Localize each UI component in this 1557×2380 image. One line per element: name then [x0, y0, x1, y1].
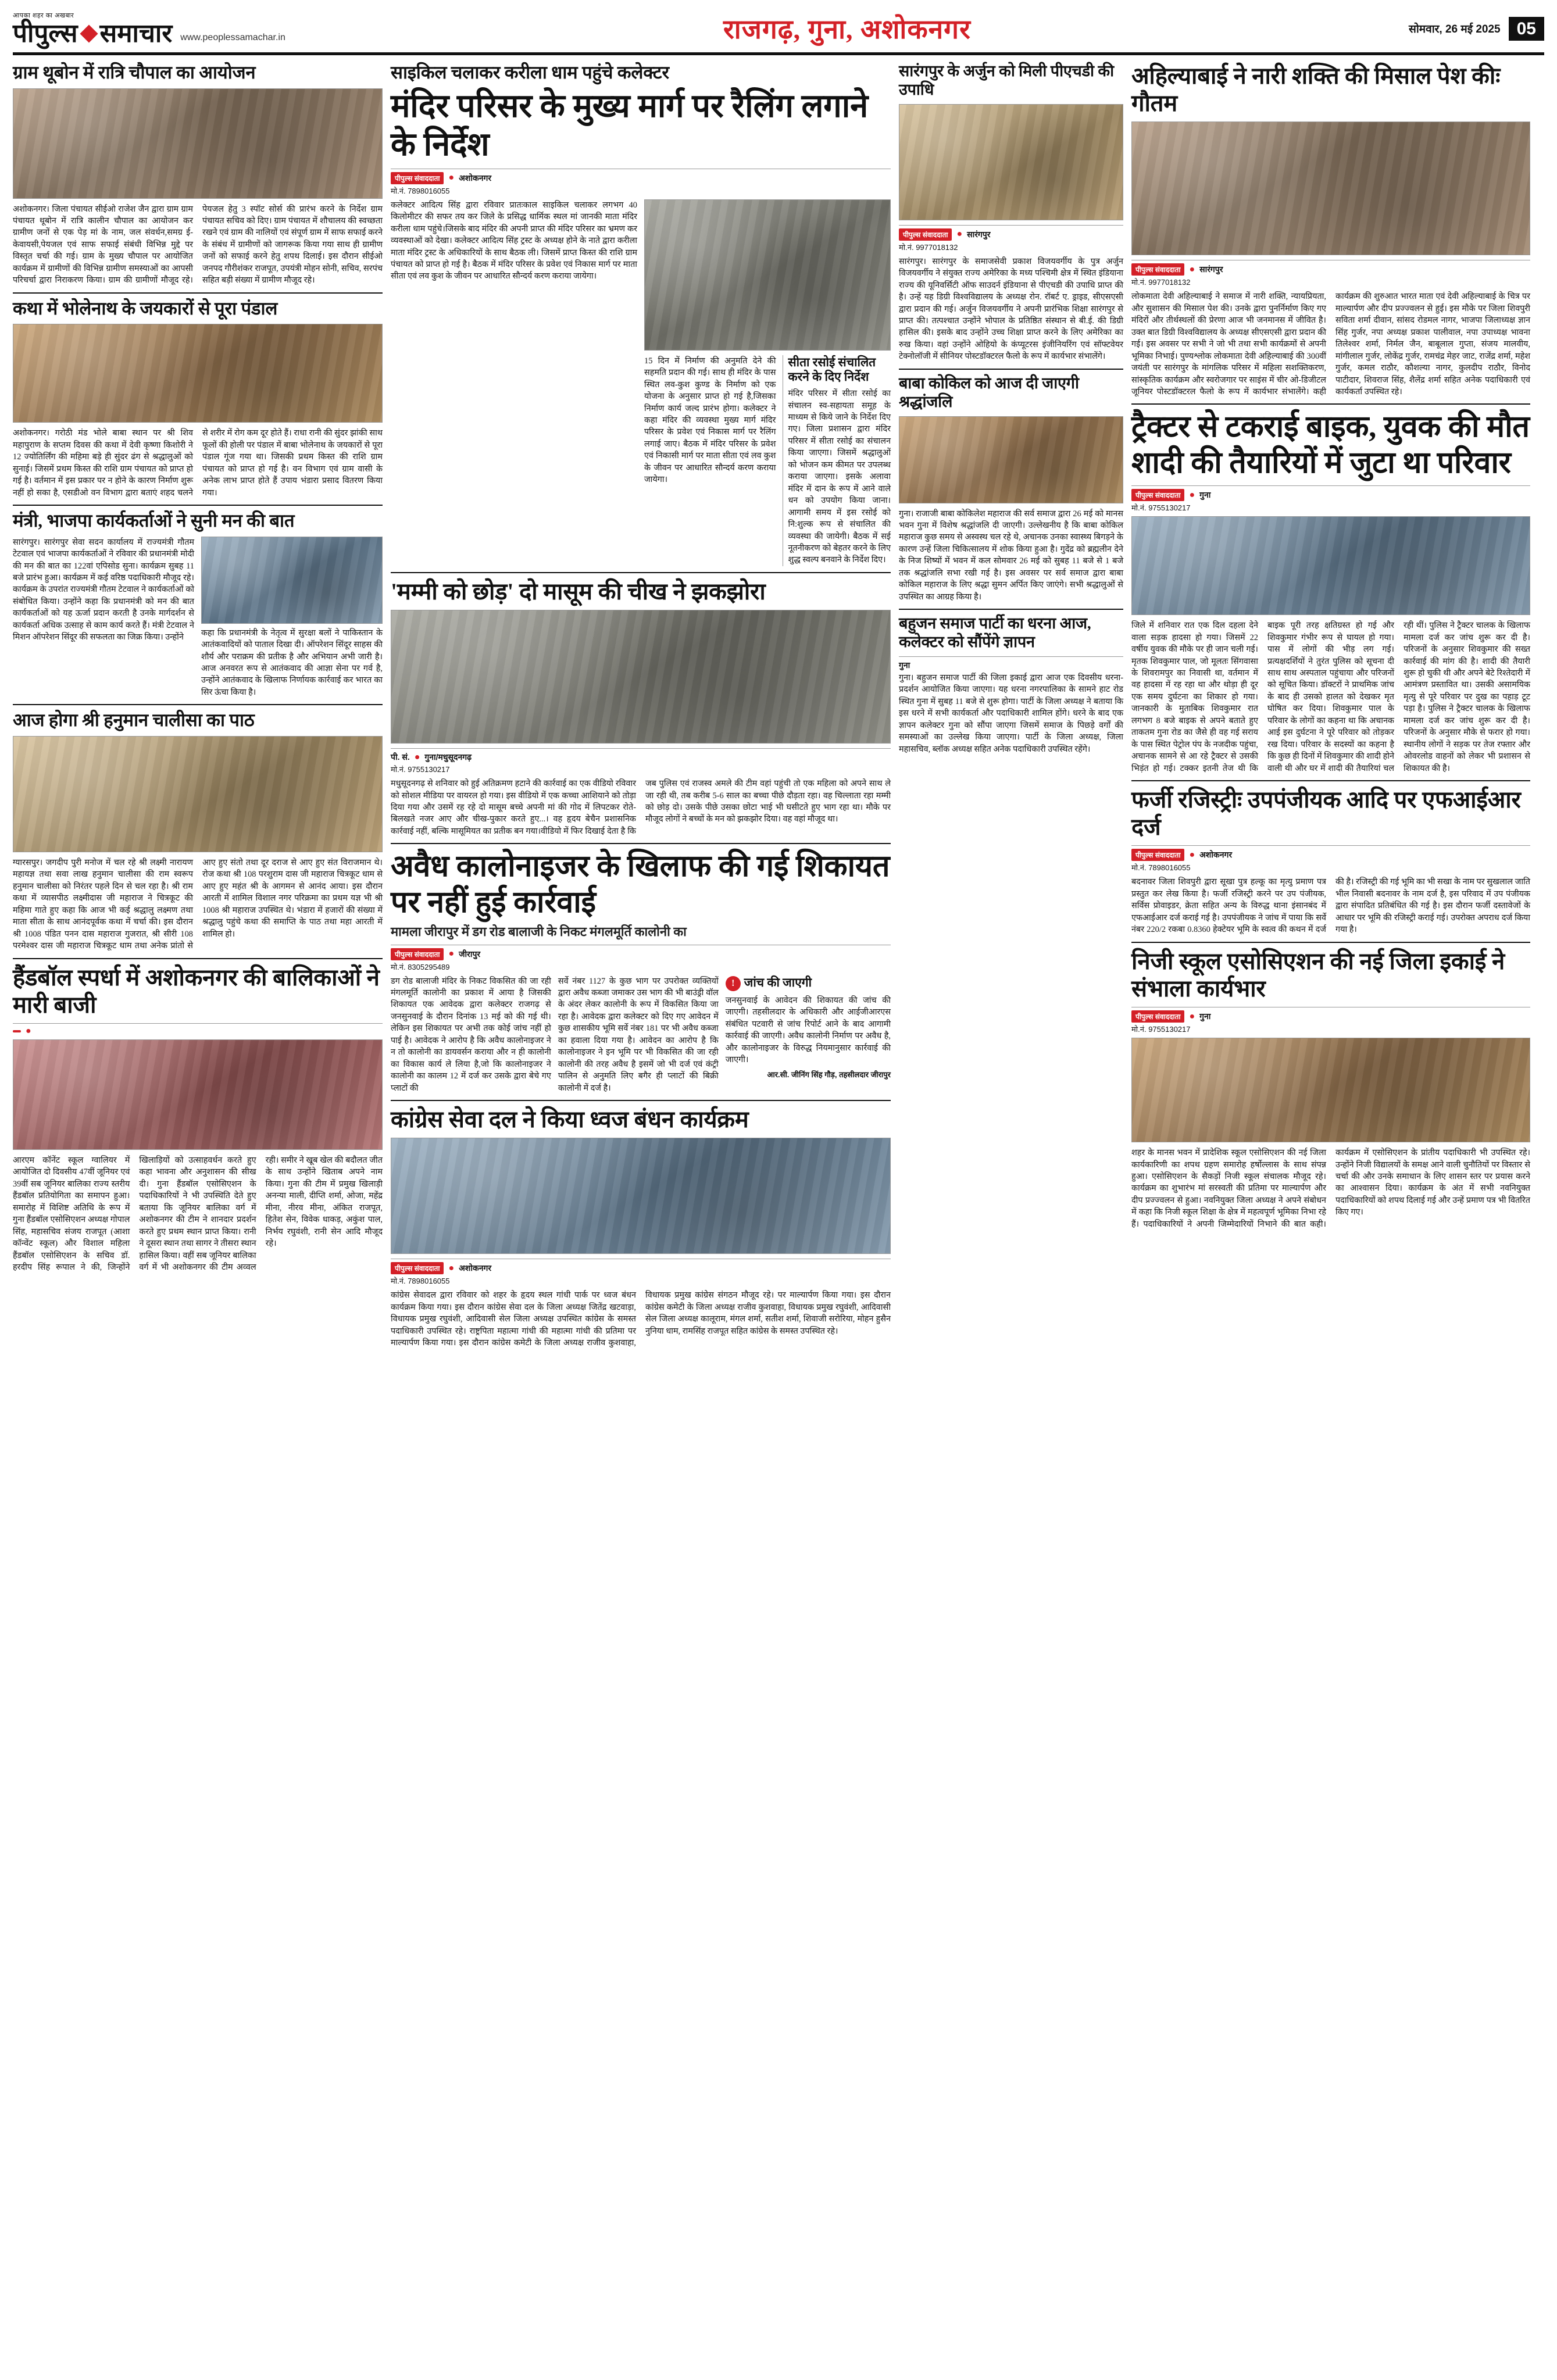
byline-tag: पीपुल्स संवाददाता [391, 1262, 444, 1274]
byline [899, 225, 1123, 241]
article-arjun-phd [899, 62, 1123, 363]
article-body-part-1: अशोकनगर। जिला पंचायत सीईओ राजेश जैन द्वारा ग्राम ग्राम पंचायत थूबोन में रात्रि कालीन चौपाल का आयोजन कर ग्रामीण जनों से एक पेड़ मां के नाम, जल संवर्धन,समग्र ई-केवायसी,पेयजल एवं साफ सफाई संबंधी विभिन्न मुद्दे पर विस्तृत चर्चा की गई। ग्राम के मुख्य चौपाल पर आयोजित कार्यक्रम में ग्रामीणों की विभिन्न ग्रामीण समस्याओं का आपसी परिचर्चा द्वारा निराकरण किया। ग्राम की ग्रामीणों मौजूद रहे। [13, 204, 193, 285]
article-kicker: मामला जीरापुर में डग रोड बालाजी के निकट मंगलमूर्ति कालोनी का [391, 924, 687, 939]
article-kicker: सारंगपुर के अर्जुन को मिली पीएचडी की उपाधि [899, 62, 1114, 98]
byline-tag: पीपुल्स संवाददाता [391, 172, 444, 184]
article-bsp-dharna [899, 614, 1123, 755]
article-kicker: ट्रैक्टर से टकराई बाइक, युवक की मौत [1131, 410, 1530, 444]
article-headline: 'मम्मी को छोड़' दो मासूम की चीख ने झकझोरा [391, 578, 766, 605]
article-farzi-registry-fir [1131, 786, 1530, 936]
article-body-part-2: कार्रवाई नहीं, बल्कि मासूमियत का प्रतीक बन गया।वीडियो में फिर दिखाई देता है कि जब पुलिस एवं राजस्व अमले की टीम वहां पहुंची तो एक महिला को अपने साथ ले जा रही थी, तब करीब 5-6 साल का बच्चा पीछे दौड़ता रहा। वह चिल्लाता रहा मम्मी को छोड़ दो। उसके पीछे उसका छोटा भाई भी घसीटते हुए भाग रहा था। मौके पर मौजूद लोगों ने बच्चों के मन को झकझोर दिया। वह वहां मौजूद था। [391, 779, 891, 836]
divider [1131, 942, 1530, 943]
byline-place: सारंगपुर [1199, 265, 1223, 274]
byline-place: गुना [1199, 490, 1211, 500]
byline-place: अशोकनगर [459, 173, 492, 183]
edition-title: राजगढ़, गुना, अशोकनगर [723, 15, 971, 44]
byline-tag: पीपुल्स संवाददाता [391, 948, 444, 960]
byline-dot-icon: ● [414, 752, 420, 762]
byline [899, 656, 1123, 671]
article-body [13, 857, 383, 952]
article-photo [1131, 121, 1530, 255]
divider [13, 292, 383, 294]
byline [1131, 845, 1530, 861]
article-body-part-1: लोकमाता देवी अहिल्याबाई ने समाज में नारी शक्ति, न्यायप्रियता, और सुशासन की मिसाल पेश की। उनके द्वारा पुनर्निर्माण किए गए मंदिरों और तीर्थस्थलों की प्रेरणा आज भी जनमानस में जीवित है। उक्त बात डिग्री विश्वविद्यालय के अध्यक्ष सीएसएसी द्वारा प्रदान की गई। इस अवसर पर सभी ने जो भी तथा सभी कार्यक्रमों से अपनी भूमिका निभाई। पुण्यश्लोक लोकमाता देवी अहिल्याबाई की 300वीं जयंती पर सारंगपुर के मांगलिक परिसर में महिला सशक्तिकरण, सांस्कृतिक कार्यक्रम और स्वरोजगार पर साइंस में चीर ओ-डिजीटल जूनियर पोस्टडॉक्टरल फैलो के रूप में कार्यभार संभालेंगे। [1131, 292, 1326, 396]
byline-dot-icon: ● [1189, 1011, 1195, 1021]
article-photo [13, 1039, 383, 1150]
article-body: सारंगपुर। सारंगपुर के समाजसेवी प्रकाश विजयवर्गीय के पुत्र अर्जुन विजयवर्गीय ने संयुक्त राज्य अमेरिका के मध्य पश्चिमी क्षेत्र में स्थित इंडियाना राज्य की यूनिवर्सिटी ऑफ साउदर्न इंडियाना से पीएचडी की उपाधि प्राप्त की है। उन्हें यह डिग्री विश्वविद्यालय के अध्यक्ष रोन. रॉबर्ट ए. ड्राइड, सीएसएसी द्वारा प्रदान की गई। अर्जुन विजयवर्गीय ने अपनी प्रारंभिक शिक्षा सारंगपुर से प्राप्त की। तत्पश्चात उन्होंने भोपाल के प्रतिष्ठित संस्थान से बी.ई. की डिग्री हासिल की। इसके बाद उन्होंने उच्च शिक्षा प्राप्त करने के लिए अमेरिका का रुख किया। वहां उन्होंने ओहियो के कंप्यूटरस इंजीनियरिंग एवं सॉफ्टवेयर टेक्नोलॉजी में सीनियर पोस्टडॉक्टरल फैलो के रूप में कार्यभार संभालेंगे। [899, 256, 1123, 362]
article-body-part-2: सर्वे नंबर 1127 के कुछ भाग पर उपरोक्त व्यक्तियों द्वारा अवैध कब्जा जमाकर उस भाग की भी बाउंड्री वॉल के अंदर लेकर कालोनी के रूप में विकसित किया जा रहा है। आवेदक द्वारा कलेक्टर को दिए गए आवेदन में कुछ शासकीय भूमि सर्वे नंबर 181 पर भी अवैध कब्जा का हवाला दिया गया है। आवेदन का आरोप है कि कालोनाइजर ने इन भूमि पर भी विकसित की जा रही कालोनी की तरह अवैध है इसमें जो भी दर्ज एवं कंट्री पालिन से अनुमति लिए बगैर ही प्लाटों की बिक्री कालोनी में दर्ज है। [558, 976, 719, 1093]
divider [391, 1100, 891, 1101]
article-body [1131, 291, 1530, 398]
article-headline: मंत्री, भाजपा कार्यकर्ताओं ने सुनी मन की बात [13, 510, 295, 531]
article-headline: निजी स्कूल एसोसिएशन की नई जिला इकाई ने संभाला कार्यभार [1131, 948, 1505, 1002]
byline-tag: पीपुल्स संवाददाता [1131, 263, 1184, 276]
article-photo [201, 537, 383, 624]
byline-dot-icon: ● [26, 1025, 31, 1036]
article-headline: फर्जी रजिस्ट्रीः उपपंजीयक आदि पर एफआईआर दर्ज [1131, 787, 1521, 841]
divider [1131, 780, 1530, 781]
byline-place: अशोकनगर [459, 1263, 492, 1273]
article-body [1131, 1147, 1530, 1230]
byline-place: सारंगपुर [967, 229, 991, 239]
article-avaidh-colonizer [391, 849, 891, 1094]
article-ahilyabai-nari-shakti [1131, 62, 1530, 398]
article-headline: हैंडबॉल स्पर्धा में अशोकनगर की बालिकाओं ने मारी बाजी [13, 964, 380, 1018]
newspaper-logo [13, 11, 172, 47]
sidebar-body: मंदिर परिसर में सीता रसोई का संचालन स्व-सहायता समूह के माध्यम से किये जाने के निर्देश दिए गए। जिला प्रशासन द्वारा मंदिर परिसर में सीता रसोई का संचालन किया जाएगा। जिसमें श्रद्धालुओं को भोजन कम कीमत पर उपलब्ध कराया जाएगा। इसके अलावा मंदिर में दान के रूप में आने वाले धन को उपयोग किया जाना। आगामी समय में इस रसोई को नि:शुल्क रूप से संचालित की व्यवस्था की जायेगी। बैठक में सई नूतनीकरण को बेहतर करने के लिए शुद्ध स्वल्प बनवाने के निर्देश दिए। [788, 389, 891, 565]
box-title [726, 975, 891, 991]
article-photo [1131, 516, 1530, 615]
article-body-part-1: शहर के मानस भवन में प्रादेशिक स्कूल एसोसिएशन की नई जिला कार्यकारिणी का शपथ ग्रहण समारोह हर्षोल्लास के साथ संपन्न हुआ। एसोसिएशन के सैकड़ों निजी स्कूल संचालक मौजूद रहे। कार्यक्रम का शुभारंभ मां सरस्वती की प्रतिमा पर माल्यार्पण और दीप प्रज्ज्वलन से हुआ। नवनियुक्त जिला अध्यक्ष ने अपने संबोधन में कहा कि निजी स्कूल शिक्षा के क्षेत्र में महत्वपूर्ण भूमिका निभा रहे हैं। [1131, 1148, 1326, 1229]
article-photo [391, 1138, 891, 1254]
article-body-part-1: अशोकनगर। गरोठी मंड भोले बाबा स्थान पर श्री शिव महापुराण के सप्तम दिवस की कथा में देवी कृष्णा किशोरी ने 12 ज्योतिर्लिंग की महिमा बड़े ही सुंदर ढंग से श्रद्धालुओं को सुनाई। जिसमें प्रथम किस्त की राशि ग्राम पंचायत को प्राप्त हो गई है। वर्तमान में इस प्रकार पर न होने के कारण निर्माण शुरू नहीं हो सका है, एसडीओ वन विभाग द्वारा [13, 428, 193, 498]
article-body-part-2: की, जिन्होंने खिलाड़ियों को उत्साहवर्धन करते हुए कहा भावना और अनुशासन की सीख दी। गुना हैंडबॉल एसोसिएशन के पदाधिकारियों ने भी उपस्थिति देते हुए बताया कि जूनियर बालिका वर्ग में अशोकनगर की टीम ने शानदार प्रदर्शन करते हुए प्रथम स्थान प्राप्त किया। रानी ने दूसरा स्थान तथा सागर ने तीसरा स्थान हासिल [91, 1155, 256, 1272]
article-headline: कथा में भोलेनाथ के जयकारों से पूरा पंडाल [13, 298, 278, 319]
article-body-part-2: पदाधिकारियों ने अपनी जिम्मेदारियों निभाने की बात कही। कार्यक्रम में एसोसिएशन के प्रांतीय पदाधिकारी भी उपस्थित रहे। उन्होंने निजी विद्यालयों के समक्ष आने वाली चुनौतियों पर विस्तार से चर्चा की और उनके समाधान के लिए शासन स्तर पर प्रयास करने का आश्वासन दिया। कार्यक्रम के अंत में सभी नवनियुक्त पदाधिकारियों को शपथ दिलाई गई और उन्हें प्रमाण पत्र भी वितरित किए गए। [1143, 1148, 1530, 1229]
byline-tag: पीपुल्स संवाददाता [1131, 489, 1184, 501]
article-body-part-2: 15 दिन में निर्माण की अनुमति देने की सहमति प्रदान की गई। साथ ही मंदिर के पास स्थित लव-कुश कुण्ड के निर्माण को एक योजना के अनुसार प्राप्त हो गई है,जिसका निर्माण कार्य जल्द प्रारंभ होगा। कलेक्टर ने कहा मंदिर की व्यवस्था मुख्य मार्ग मंदिर परिसर के प्रवेश एवं निकास मार्ग पर रैलिंग लगाई जाए। बैठक में मंदिर परिसर के प्रवेश एवं निकासी मार्ग पर माता सीता एवं लव कुश के जीवन पर आधारित सौन्दर्य करण कराया जायेगा। [644, 356, 776, 485]
byline-tag: पीपुल्स संवाददाता [899, 228, 952, 241]
byline-dot-icon: ● [956, 229, 963, 240]
byline-place: जीरापुर [459, 949, 481, 959]
column-2 [391, 62, 891, 1349]
box-title-text: जांच की जाएगी [744, 975, 812, 989]
masthead-right [1409, 17, 1544, 41]
issue-date: सोमवार, 26 मई 2025 [1409, 23, 1501, 35]
logo-tagline: आपका शहर का अखबार [13, 12, 74, 19]
article-body [13, 203, 383, 287]
article-body-part-2: पर माल्यार्पण किया गया। इस दौरान कांग्रेस कमेटी के जिला अध्यक्ष राजीव कुशवाहा, विधायक प्रमुख रघुवंशी, आदिवासी सेल जिला अध्यक्ष कालूराम, मंगल शर्मा, सतीश शर्मा, शिवाजी सरोरिया, मोहन हुसैन नुनिया धाम, रामसिंह राजपूत सहित कांग्रेस के समस्त उपस्थित रहे। [645, 1291, 891, 1336]
divider [899, 369, 1123, 370]
article-baba-kokil-shraddhanjali [899, 374, 1123, 603]
article-tractor-bike-accident [1131, 409, 1530, 774]
article-headline: आज होगा श्री हनुमान चालीसा का पाठ [13, 710, 255, 731]
sidebar-title: सीता रसोई संचालित करने के दिए निर्देश [788, 355, 876, 384]
logo-text-1: पीपुल्स [13, 19, 78, 48]
page-number: 05 [1509, 17, 1544, 41]
article-headline: बहुजन समाज पार्टी का धरना आज, कलेक्टर को सौंपेंगे ज्ञापन [899, 614, 1091, 651]
article-body-part-2: कहा कि प्रधानमंत्री के नेतृत्व में सुरक्षा बलों ने पाकिस्तान के आतंकवादियों को पाताल दिखा दी। ऑपरेशन सिंदूर साहस की शौर्य और पराक्रम की प्रतीक है और अभियान अभी जारी है। आज अनवरत रूप से आतंकवाद की आज्ञा सेना पर गर्व है, उन्होंने आतंकवाद के खिलाफ निर्णायक कार्रवाई कर भारत का सिर ऊंचा किया है। [201, 628, 383, 697]
byline-place: गुना [899, 660, 910, 670]
article-congress-seva-dal [391, 1106, 891, 1349]
article-headline: अहिल्याबाई ने नारी शक्ति की मिसाल पेश कीः गौतम [1131, 63, 1501, 117]
logo-diamond-icon [80, 24, 98, 42]
byline [13, 1023, 383, 1036]
byline-mobile: मो.नं. 7898016055 [391, 186, 450, 195]
article-body-part-3: किया। वहीं सब जूनियर बालिका वर्ग में भी अशोकनगर की टीम अव्वल रही। समीर ने खूब खेल की बदौलत जीत के साथ उन्होंने खिताब अपने नाम किया। गुना की टीम में प्रमुख खिलाड़ी अनन्या माली, दीप्ति शर्मा, ओजा, महेंद्र मीना, नीरव मीना, अंकित राजपूत, हितेश सेन, विवेक धाकड़, अकुंश पाल, निर्भय रघुवंशी, रानी सेन आदि मौजूद रहे। [139, 1155, 383, 1272]
byline-dot-icon: ● [1189, 849, 1195, 860]
article-body [391, 778, 891, 837]
byline-dot-icon: ● [448, 1263, 455, 1273]
article-body-part-2: कही कार्यक्रम की शुरुआत भारत माता एवं देवी अहिल्याबाई के चित्र पर माल्यार्पण और दीप प्रज्ज्वलन से हुई। इस मौके पर जिला शिवपुरी सविता शर्मा दीवान, सांसद रोडमल नागर, भाजपा जिलाध्यक्ष ज्ञान सिंह गुर्जर, नपा अध्यक्ष प्रकाश पालीवाल, नपा उपाध्यक्ष भावना तिलेश्वर शर्मा, निर्मल जैन, बाबूलाल गुप्ता, संजय मालवीय, मांगीलाल गुर्जर, लोकेंद्र गुर्जर, रामचंद्र मेहर जाट, राजेंद्र शर्मा, महेश गुर्जर, कमल राठौर, कौशल्या नागर, कुलदीप राठौर, विनोद पाटीदार, शिवराज सिंह, शैलेंद्र शर्मा सहित अनेक पदाधिकारी एवं कार्यकर्ता उपस्थित रहे। [1313, 292, 1530, 396]
article-body [13, 1155, 383, 1274]
article-photo [391, 610, 891, 744]
byline-initials: पी. सं. [391, 752, 410, 762]
logo-wordmark [13, 21, 172, 47]
info-icon: ! [726, 976, 741, 991]
article-body-part-3: शादी की तैयारी शुरू हो चुकी थी और अपने बेटे रिश्तेदारी में आमंत्रण प्रस्तावित था। उसकी असामयिक मृत्यु से पूरे परिवार पर दुख का पहाड़ टूट पड़ा है। पुलिस ने ट्रैक्टर चालक के खिलाफ मामला दर्ज कर जांच शुरू कर दी है। परिजनों के अनुसार मौके से फरार हो गया। स्थानीय लोगों ने सड़क पर तेज रफ्तार और ओवरलोड वाहनों को लेकर भी प्रशासन से शिकायत की है। [1404, 656, 1530, 773]
column-1 [13, 62, 383, 1349]
byline [391, 1259, 891, 1274]
article-body [391, 1289, 891, 1349]
article-body [1131, 620, 1530, 774]
box-signature: आर.सी. जीनिंग सिंह गौड़, तहसीलदार जीरापुर [767, 1070, 891, 1080]
byline [391, 169, 891, 184]
article-body-part-1: मधुसूदनगढ़ से शनिवार को हुई अतिक्रमण हटाने की कार्रवाई का एक वीडियो रविवार को सोशल मीडिया पर वायरल हो गया। इस वीडियो में एक कच्चा आशियाने को तोड़ा दिया गया और उसमें रह रहे दो मासूम बच्चे अपनी मां की गोद में लिपटकर रोते-बिलखते नजर आए और चीख-पुकार करते हुए...। वह हृदय बेचैन प्रशासनिक [391, 779, 636, 824]
article-body-part-1: आरएम कॉनेंट स्कूल ग्वालियर में आयोजित दो दिवसीय 47वीं जूनियर एवं 39वीं सब जूनियर बालिका राज्य स्तरीय हैंडबॉल प्रतियोगिता का समापन हुआ। समारोह में विशिष्ट अतिथि के रूप में गुना हैंडबॉल एसोसिएशन अध्यक्ष गोपाल सिंह, महासचिव संजय राजपूत (आशा कॉन्वेंट स्कूल) और विशाल महिला हैंडबॉल एसोसिएशन के सचिव डॉ. हरदीप सिंह रूपाल ने [13, 1155, 130, 1272]
article-headline: अवैध कालोनाइजर के खिलाफ की गई शिकायत पर नहीं हुई कार्रवाई [391, 850, 890, 919]
masthead [13, 10, 1544, 55]
page-grid [13, 62, 1544, 1349]
logo-text-2: समाचार [99, 19, 173, 48]
article-photo [13, 324, 383, 423]
divider [391, 572, 891, 573]
byline-mobile: मो.नं. 9755130217 [1131, 1025, 1191, 1034]
divider [13, 958, 383, 959]
divider [899, 609, 1123, 610]
column-3 [899, 62, 1123, 1349]
byline-tag: पीपुल्स संवाददाता [1131, 1010, 1184, 1023]
article-kicker: साइकिल चलाकर करीला धाम पहुंचे कलेक्टर [391, 62, 669, 83]
article-body-part-1: कलेक्टर आदित्य सिंह द्वारा रविवार प्रातःकाल साइकिल चलाकर लगभग 40 किलोमीटर की सफर तय कर जिले के प्रसिद्ध धार्मिक स्थल मां जानकी माता मंदिर करीला धाम पहुंचे।जिसके बाद मंदिर की अपनी प्राप्त की मंदिर परिसर का भ्रमण कर व्यवस्थाओं को देखा। कलेक्टर आदित्य सिंह ट्रस्ट के अध्यक्ष होने के नाते द्वारा करीला माता मंदिर ट्रस्ट के अधिकारियों के साथ बैठक ली। जिसमें प्राप्त किस्त की राशि ग्राम पंचायत को प्राप्त हो गई है। बैठक में मंदिर परिसर के प्रवेश एवं निकास मार्ग पर माता सीता एवं लव कुश के जीवन पर आधारित सौन्दर्य करण कराया जायेगा। [391, 200, 637, 281]
website-url[interactable]: www.peoplessamachar.in [180, 32, 285, 42]
article-body [13, 427, 383, 499]
article-thubon-chaupal [13, 62, 383, 287]
divider [13, 704, 383, 705]
byline-dot-icon: ● [1189, 264, 1195, 274]
byline-tag: पीपुल्स संवाददाता [1131, 849, 1184, 861]
column-4 [1131, 62, 1530, 1349]
masthead-left [13, 11, 285, 47]
article-body: बदनावर जिला शिवपुरी द्वारा सूखा पुत्र हल्कू का मृत्यु प्रमाण पत्र प्रस्तुत कर लेख किया है। फर्जी रजिस्ट्री करने पर उप पंजीयक, सर्विस प्रोवाइडर, क्रेता सहित अन्य के विरुद्ध थाना इंसानबंद में एफआईआर दर्ज कराई गई है। उपपंजीयक ने जांच में पाया कि सर्वे नंबर 220/2 रकबा 0.8360 हेक्टेयर भूमि के स्वत्व की कथन में दर्ज की है। रजिस्ट्री की गई भूमि का भी सखा के नाम पर सुखलाल जाति भील निवासी बदनावर के नाम दर्ज है, इस परिवाद में उप पंजीयक द्वारा संपादित प्रतिबंधित की गई है। इस दौरान फर्जी दस्तावेजों के आधार पर भूमि की रजिस्ट्री कराई गई। उपरोक्त अपराध दर्ज किया गया है। [1131, 877, 1530, 935]
article-headline: शादी की तैयारियों में जुटा था परिवार [1131, 446, 1511, 480]
article-body-part-2: घायल हो गया। पास में लोगों की भीड़ लग गई। प्रत्यक्षदर्शियों ने तुरंत पुलिस को सूचना दी साथ साथ अस्पताल पहुंचाया और परिजनों को सूचित किया। डॉक्टरों ने प्राथमिक जांच के बाद ही उसको हालत को देखकर मृत घोषित कर दिया। शिवकुमार पाल के परिवार के लोगों का कहना था कि अचानक आई इस दुर्घटना ने पूरे परिवार को तोड़कर रख दिया। परिवार के सदस्यों का कहना है कि कुछ ही दिनों में शिवकुमार की शादी होने वाली थी और घर में शादी की तैयारियां चल रही थीं। पुलिस ने ट्रैक्टर चालक के खिलाफ मामला दर्ज कर जांच शुरू कर दी है। परिजनों के अनुसार शिवकुमार की सख्त कार्रवाई की मांग की है। [1267, 621, 1530, 773]
article-hanuman-chalisa [13, 710, 383, 952]
article-photo [1131, 1038, 1530, 1142]
box-body: जनसुनवाई के आवेदन की शिकायत की जांच की जाएगी। तहसीलदार के अधिकारी और आईजीआरएस संबंधित पटवारी से जांच रिपोर्ट आने के बाद आगामी कार्रवाई की जाएगी। अवैध कालोनी निर्माण पर अवैध है, और कालोनाइजर के विरुद्ध नियमानुसार कार्रवाई की जाएगी। [725, 995, 891, 1065]
article-headline: मंदिर परिसर के मुख्य मार्ग पर रैलिंग लगाने के निर्देश [391, 88, 868, 163]
article-body-part-1: जिले में शनिवार रात एक दिल दहला देने वाला सड़क हादसा हो गया। जिसमें 22 वर्षीय युवक की मौके पर ही जान चली गई। मृतक शिवकुमार पाल, जो मूलतः सिंगवासा के शिवरामपुर का निवासी था, वर्तमान में वह हादसा में रह रहा था और थोड़ा ही दूर एक समय दुर्घटना का शिकार हो गया। जानकारी के मुताबिक शिवकुमार रात लगभग 8 बजे बाइक से अपने बताते हुए ताकतम गुना रोड का जैसे ही वह गई सराय के पास स्थित पेट्रोल पंप के नजदीक पहुंचा, अचानक सामने से आ रहे ट्रैक्टर से उसकी भिड़ंत हो गई। टक्कर इतनी तेज थी कि बाइक पूरी तरह क्षतिग्रस्त हो गई और शिवकुमार गंभीर रूप से [1131, 621, 1394, 773]
article-body-part-2: पेयजल हेतु 3 स्पॉट सोर्स की प्रारंभ करने के निर्देश ग्राम पंचायत सचिव को दिए। ग्राम पंचायत में शौचालय की स्वच्छता रखने एवं ग्राम की नालियों एवं संपूर्ण ग्राम में साफ सफाई करने के संबंध में ग्रामीणों को जागरूक किया गया साथ ही ग्रामीण जनों को सफाई करने हेतु शपथ दिलाई। इस दौरान सीईओ जनपद गौरीशंकर राजपूत, उपयंत्री मोहन सोनी, सचिव, सरपंच सहित बड़ी संख्या में ग्रामीण मौजूद रहे। [202, 204, 383, 285]
byline [391, 945, 891, 960]
article-handball-ashoknagar [13, 964, 383, 1274]
article-katha-bholenath [13, 298, 383, 499]
divider [13, 505, 383, 506]
byline-mobile: मो.नं. 9977018132 [1131, 278, 1191, 287]
byline-mobile: मो.नं. 9977018132 [899, 242, 958, 252]
byline [1131, 260, 1530, 276]
article-body-part-1: ग्यारसपुर। जगदीप पुरी मनोज में चल रहे श्री लक्ष्मी नारायण महायज्ञ तथा सवा लाख हनुमान चालीसा की राम स्वरूप हनुमान चालीसा को निरंतर पहले दिन से चल रहा है। श्री राम कथा में व्यासपीठ लक्ष्मीदास जी महाराज ने चित्रकूट की महिमा गाते हुए कहा कि आज भी कई श्रद्धालु लक्ष्मण तथा माता सीता के साथ आनंदपूर्वक कथा में चर्चा की। इस दौरान श्री 1008 पंडित पनन दास महाराज गुजरात, श्री सीरी [13, 857, 193, 939]
article-body: गुना। राजाजी बाबा कोकिलेश महाराज की सर्व समाज द्वारा 26 मई को मानस भवन गुना में विशेष श्रद्धांजलि दी जाएगी। उल्लेखनीय है कि बाबा कोकिल महाराज कुछ समय से अस्वस्थ चल रहे थे, अचानक उनका स्वास्थ्य बिगड़ने के कारण उन्हें जिला चिकित्सालय में शोक किया हुआ है। गुदेंद्र को ब्रह्मलीन देने के निज शिष्यों में भवन में कल सोमवार 26 मई को सुबह 11 बजे से 1 बजे तक श्रद्धांजलि सभा रखी गई है। इस अवसर पर सर्व समाज द्वारा बाबा कोकिल महाराज के लिए श्रद्धा सुमन अर्पित किए जाएंगे। सभी श्रद्धालुओं से उपस्थित का आग्रह किया है। [899, 509, 1123, 602]
divider [391, 843, 891, 844]
byline-dot-icon: ● [448, 949, 455, 959]
article-body: गुना। बहुजन समाज पार्टी की जिला इकाई द्वारा आज एक दिवसीय धरना-प्रदर्शन आयोजित किया जाएगा। यह धरना नगरपालिका के सामने हाट रोड स्थित गुना में सुबह 11 बजे से शुरू होगा। पार्टी के जिला अध्यक्ष ने बताया कि इस धरने में सभी कार्यकर्ता और पदाधिकारी शामिल होंगे। धरने के बाद एक ज्ञापन कलेक्टर गुना को सौंपा जाएगा जिसमें समाज के पिछड़े वर्गों की समस्याओं का उल्लेख किया जाएगा। पार्टी के जिला अध्यक्ष, जिला महासचिव, ब्लॉक अध्यक्ष सहित अनेक पदाधिकारी उपस्थित रहेंगे। [899, 673, 1123, 754]
byline-place: अशोकनगर [1199, 850, 1233, 860]
byline-mobile: मो.नं. 7898016055 [1131, 863, 1191, 873]
article-collector-karila-dham [391, 62, 891, 566]
article-body-part-1: सारंगपुर। सारंगपुर सेवा सदन कार्यालय में राज्यमंत्री गौतम टेटवाल एवं भाजपा कार्यकर्ताओं ने रविवार की प्रधानमंत्री मोदी की मन की बात का 122वां एपिसोड सुना। कार्यक्रम सुबह 11 बजे प्रारंभ हुआ। कार्यक्रम में कई वरिष्ठ पदाधिकारी मौजूद रहे। कार्यक्रम के उपरांत राज्यमंत्री गौतम टेटवाल ने कार्यकर्ताओं को संबोधित किया। उन्होंने कहा कि प्रधानमंत्री को मन की बात कार्यकर्ताओं को यह ऊर्जा प्रदान करती है उनके मार्गदर्शन से कार्यकर्ता अधिक उत्साह से काम कार्य करते हैं। मंत्री टेटवाल ने मिशन ऑपरेशन सिंदूर की सफलता का जिक्र किया। उन्होंने [13, 537, 194, 642]
article-headline: कांग्रेस सेवा दल ने किया ध्वज बंधन कार्यक्रम [391, 1106, 749, 1133]
byline-mobile: मो.नं. 9755130217 [1131, 503, 1191, 513]
byline-dot-icon: ● [1189, 489, 1195, 500]
article-photo [13, 736, 383, 852]
byline [391, 748, 891, 763]
byline-mobile: मो.नं. 8305295489 [391, 962, 450, 971]
article-private-school-association [1131, 948, 1530, 1231]
byline-dot-icon: ● [448, 173, 455, 183]
article-body-part-1: डग रोड बालाजी मंदिर के निकट विकसित की जा रही मंगलमूर्ति कालोनी का प्रकाश में आया है जिसकी शिकायत एक आवेदक द्वारा कलेक्टर राजगढ़ से जनसुनवाई के दौरान दिनांक 13 मई को की गई थी। लेकिन इस शिकायत पर अभी तक कोई जांच नहीं हो पाई है। आवेदक ने आरोप है कि अवैध कालोनाइजर ने न तो कालोनी का डायवर्सन कराया और न ही कालोनी का विकास कार्य ले लिया है,जो कि कालोनाइजर ने कालोनी का कालम 12 में दर्ज कर उसके द्वारा बेचे गए प्लाटों की [391, 976, 551, 1093]
byline [1131, 485, 1530, 501]
byline [1131, 1007, 1530, 1023]
article-photo [13, 88, 383, 199]
byline-mobile: मो.नं. 9755130217 [391, 765, 450, 774]
byline-mobile: मो.नं. 7898016055 [391, 1277, 450, 1286]
article-headline: ग्राम थूबोन में रात्रि चौपाल का आयोजन [13, 62, 256, 83]
byline-place: गुना/मधुसूदनगढ़ [424, 752, 472, 762]
article-body-part-2: बताएं शहद चलने से शरीर में रोग कम दूर होते हैं। राधा रानी की सुंदर झांकी साथ फूलों की होली पर पंडाल में बाबा भोलेनाथ के जयकारों से पूरा पंडाल गूंज गया था। जिसकी प्रथम किस्त की राशि ग्राम पंचायत को प्राप्त हो गई है। वन विभाग एवं ग्राम वासी के अनेक लाभ प्राप्त होते हैं उपाय भंडारा प्रसाद वितरण किया गया। [141, 428, 383, 498]
article-photo [899, 104, 1123, 220]
byline-tag [13, 1030, 21, 1032]
article-body-part-1: कांग्रेस सेवादल द्वारा रविवार को शहर के हृदय स्थल गांधी पार्क पर ध्वज बंधन कार्यक्रम किया गया। इस दौरान कांग्रेस सेवा दल के जिला अध्यक्ष जितेंद्र खटवाड़ा, विधायक प्रमुख रघुवंशी, आदिवासी सेल जिला अध्यक्ष उपस्थित कांग्रेस के समस्त पदाधिकारी उपस्थित रहे। राष्ट्रपिता महात्मा गांधी की महात्मा गांधी की प्रतिमा पर माल्यार्पण किया गया। इस दौरान कांग्रेस कमेटी के जिला अध्यक्ष राजीव कुशवाहा, विधायक प्रमुख कांग्रेस संगठन मौजूद रहे। [391, 1291, 774, 1348]
article-mantri-mann-ki-baat [13, 510, 383, 698]
article-photo [644, 199, 891, 351]
article-photo [899, 416, 1123, 503]
divider [1131, 403, 1530, 405]
article-body-part-2: 108 परमेश्वर दास जी महाराज चित्रकूट धाम तथा अनेक प्रांतो से आए हुए संतो तथा दूर दराज से आए हुए संत विराजमान थे। रोज कथा श्री 108 परशुराम दास जी महाराज चित्रकूट धाम से आए हुए महंत श्री के आगमन से आनंद आया। इस दौरान आरती में शामिल विशाल नगर परिक्रमा का प्रथम यज्ञ भी श्री 1008 श्री महाराज उपस्थित थे। भंडारा में हजारों की संख्या में श्रद्धालु पहुंचे कथा की समाप्ति के पाठ तथा महा आरती में शामिल हो। [13, 857, 383, 951]
article-mummy-ko-chhod [391, 578, 891, 837]
byline-place: गुना [1199, 1012, 1211, 1021]
article-headline: बाबा कोकिल को आज दी जाएगी श्रद्धांजलि [899, 374, 1079, 410]
